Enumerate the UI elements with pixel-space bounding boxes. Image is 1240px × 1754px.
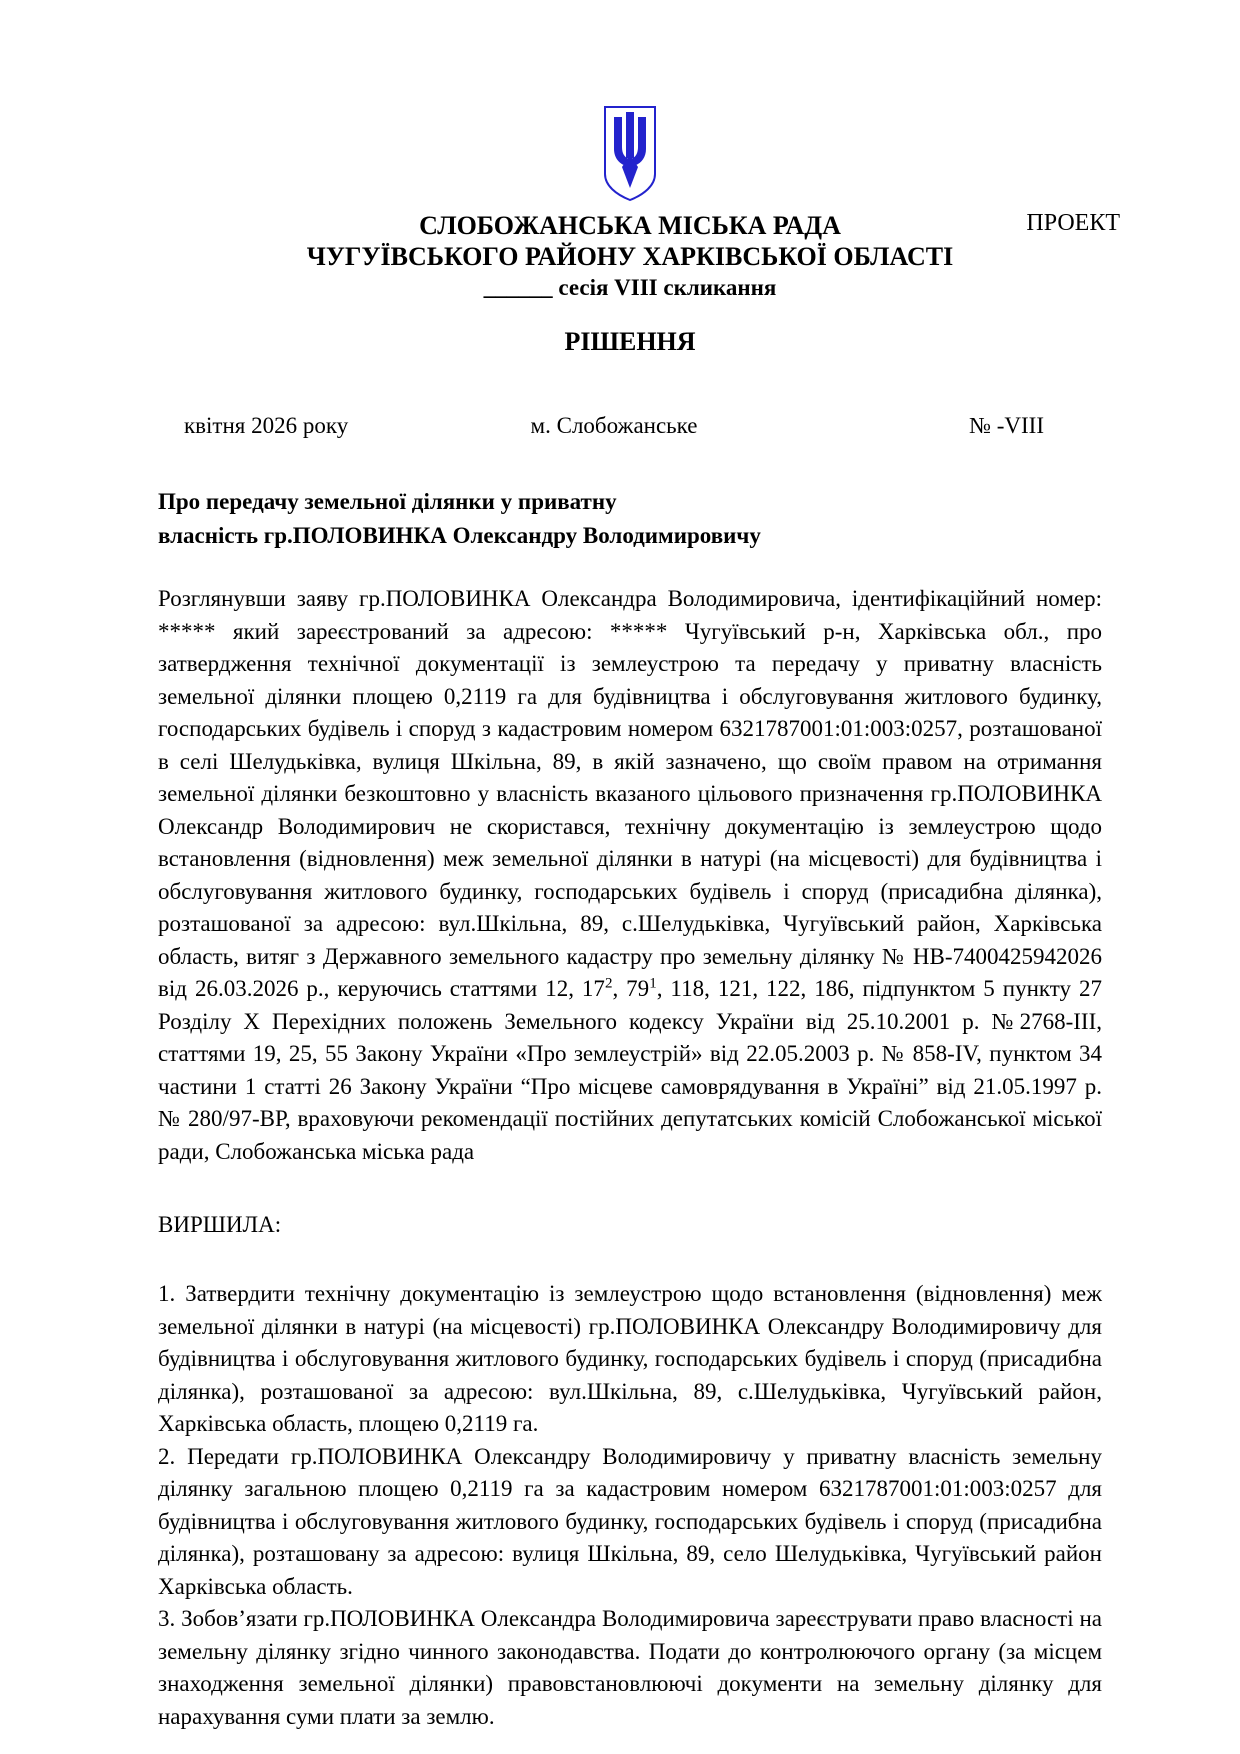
date-place-number-row (158, 411, 1102, 441)
decision-date: квітня 2026 року (184, 413, 349, 438)
preamble-part2: , 79 (612, 976, 650, 1001)
document-type-heading: РІШЕННЯ (564, 327, 696, 356)
session-line (158, 272, 1102, 303)
resolution-item-3: 3. Зобов’язати гр.ПОЛОВИНКА Олександра Володимировича зареєструвати право власності на земельну ділянку згідно чинного законодавства. Подати до контролюючого органу (за місцем знаходження земельної ділянки) правовстановлюючі документи на земельну ділянку для нарахування суми плати за землю. (158, 1606, 1102, 1729)
document-title-line2: власність гр.ПОЛОВИНКА Олександру Володимировичу (158, 523, 761, 548)
council-name-line1: СЛОБОЖАНСЬКА МІСЬКА РАДА (419, 211, 841, 240)
resolution-item-2: 2. Передати гр.ПОЛОВИНКА Олександру Володимировичу у приватну власність земельну ділянку загальною площею 0,2119 га за кадастровим номером 6321787001:01:003:0257 для будівництва і обслуговування житлового будинку, господарських будівель і споруд (присадибна ділянка), розташовану за адресою: вулиця Шкільна, 89, село Шелудьківка, Чугуївський район Харківська область. (158, 1443, 1102, 1599)
preamble-part3: , 118, 121, 122, 186, підпунктом 5 пункту 27 Розділу X Перехідних положень Земельного кодексу України від 25.10.2001 р. №2768-ІІІ, статтями 19, 25, 55 Закону України «Про землеустрій» від 22.05.2003 р. № 858-IV, пунктом 34 частини 1 статті 26 Закону України “Про місцеве самоврядування в Україні” від 21.05.1997 р. № 280/97-ВР, враховуючи рекомендації постійних депутатських комісій Слобожанської міської ради, Слобожанська міська рада (158, 976, 1102, 1164)
preamble-part1: Розглянувши заяву гр.ПОЛОВИНКА Олександра Володимировича, ідентифікаційний номер: ***** який зареєстрований за адресою: ***** Чугуївський р-н, Харківська обл., про затвердження технічної документації із землеустрою та передачу у приватну власність земельної ділянки площею 0,2119 га для будівництва і обслуговування житлового будинку, господарських будівель і споруд з кадастровим номером 6321787001:01:003:0257, розташованої в селі Шелудьківка, вулиця Шкільна, 89, в якій зазначено, що своїм правом на отримання земельної ділянки безкоштовно у власність вказаного цільового призначення гр.ПОЛОВИНКА Олександр Володимирович не скористався, технічну документацію із землеустрою щодо встановлення (відновлення) меж земельної ділянки в натурі (на місцевості) для будівництва і обслуговування житлового будинку, господарських будівель і споруд (присадибна ділянка), розташованої за адресою: вул.Шкільна, 89, с.Шелудьківка, Чугуївський район, Харківська область, витяг з Державного земельного кадастру про земельну ділянку № НВ-7400425942026 від 26.03.2026 р., керуючись статтями 12, 17 (158, 586, 1102, 1001)
session-blank-underline: ______ (483, 275, 553, 300)
project-label: ПРОЕКТ (1026, 210, 1120, 236)
preamble-paragraph (158, 583, 1102, 1168)
decided-label: ВИРШИЛА: (158, 1212, 282, 1237)
resolution-item-1: 1. Затвердити технічну документацію із землеустрою щодо встановлення (відновлення) меж земельної ділянки в натурі (на місцевості) гр.ПОЛОВИНКА Олександру Володимировичу для будівництва і обслуговування житлового будинку, господарських будівель і споруд (присадибна ділянка), розташованої за адресою: вул.Шкільна, 89, с.Шелудьківка, Чугуївський район, Харківська область, площею 0,2119 га. (158, 1281, 1102, 1436)
session-text: сесія VIII скликання (552, 275, 777, 300)
trident-icon (600, 104, 660, 204)
resolution-items (158, 1278, 1102, 1733)
preamble-superscript-2: 1 (649, 975, 657, 992)
ukraine-trident-emblem (158, 104, 1102, 204)
preamble-superscript-1: 2 (604, 975, 613, 992)
document-title (158, 485, 1102, 553)
document-title-line1: Про передачу земельної ділянки у приватну (158, 489, 617, 514)
council-name-line2: ЧУГУЇВСЬКОГО РАЙОНУ ХАРКІВСЬКОЇ ОБЛАСТІ (306, 242, 954, 271)
decision-number: № -VIII (969, 413, 1045, 438)
decision-place: м. Слобожанське (530, 413, 698, 438)
